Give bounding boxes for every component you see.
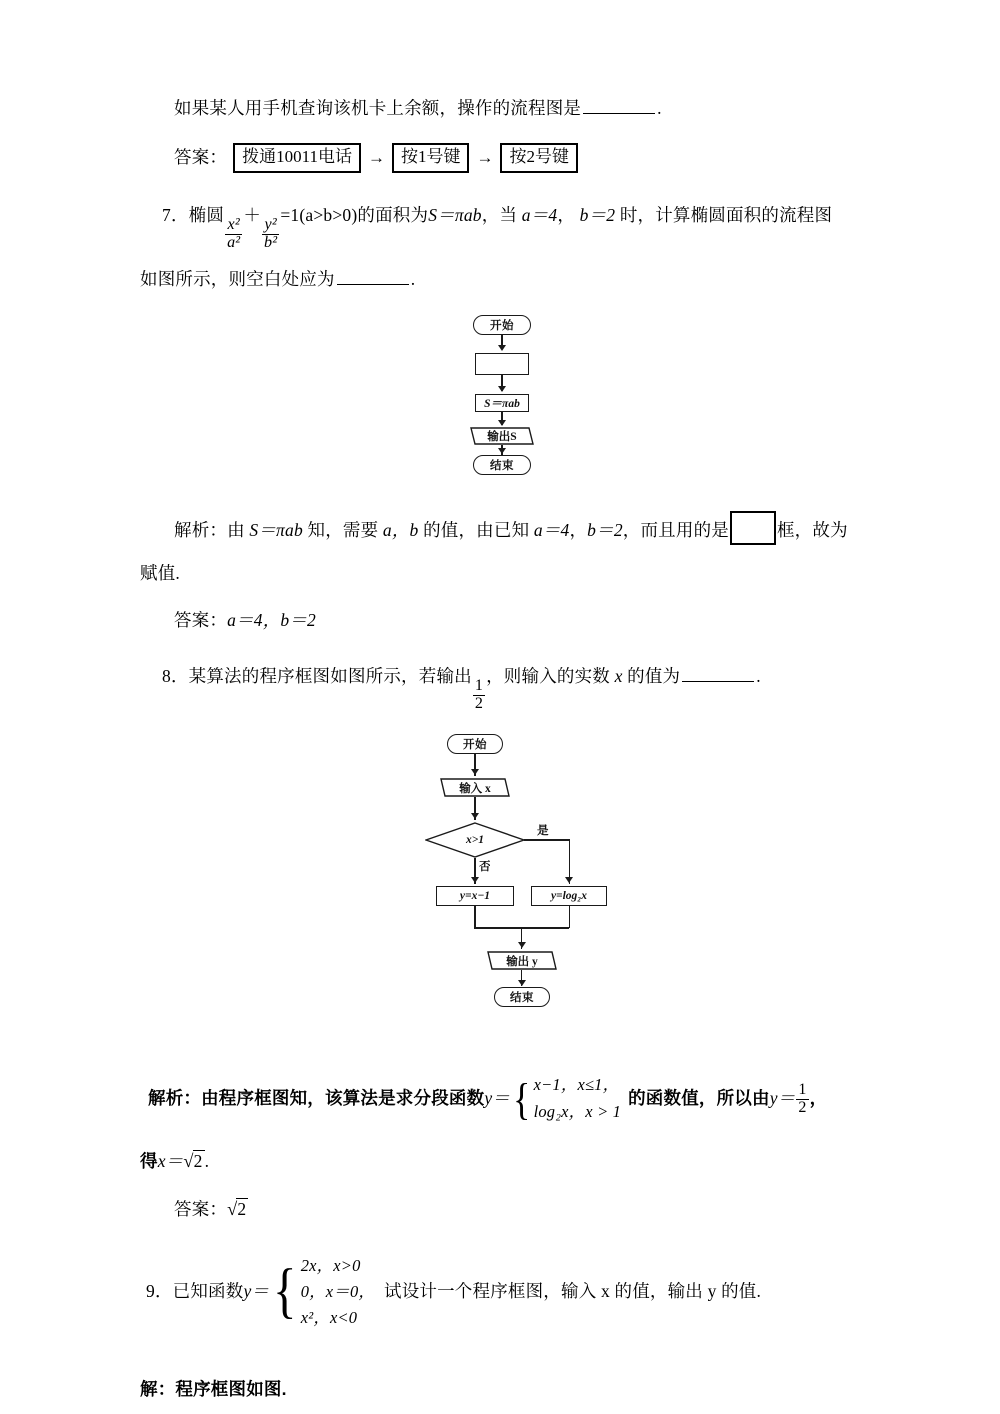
left-brace-icon: {	[513, 1073, 531, 1124]
problem9-lead: 已知函数	[172, 1281, 244, 1302]
problem7-comma2: ，	[557, 204, 576, 225]
problem7-sol-p3: 的值，由已知	[423, 519, 530, 540]
fc8-input-label: 输入 x	[459, 782, 491, 795]
fc8-arrowhead-merge	[518, 942, 526, 948]
fc7-start-node	[473, 315, 531, 335]
problem7-sol-p5: 框，故为	[776, 519, 848, 540]
page-content	[140, 96, 870, 1402]
problem7-number: 7．	[162, 204, 189, 225]
plus-sign: ＋	[243, 204, 262, 225]
fc8-no-label: 否	[479, 861, 491, 874]
problem7-solution: 解析：由 S＝πab 知，需要 a，b 的值，由已知 a＝4，b＝2，而且用的是 框，故为	[140, 511, 870, 545]
fc8-decision-node	[425, 822, 525, 858]
arrow-right-icon-1: →	[367, 148, 385, 167]
piece-row-1: x−1，x≤1，	[533, 1075, 620, 1095]
problem6-question	[140, 96, 870, 121]
sqrt-2-expression: √2	[183, 1150, 203, 1171]
fc7-process-label: S＝πab	[484, 397, 520, 410]
problem8-solution-line2	[140, 1148, 870, 1175]
problem7-area-formula: S＝πab	[428, 204, 482, 225]
problem7-sol-a: a＝4	[533, 519, 570, 540]
radical-icon-2: √	[227, 1199, 238, 1220]
problem8-text-c: 的值为	[627, 665, 681, 686]
fc8-decision-label: x>1	[465, 834, 485, 847]
fc7-end-label: 结束	[490, 459, 514, 472]
problem9-number: 9．	[146, 1281, 173, 1302]
problem7-sol-p4: ，而且用的是	[622, 519, 729, 540]
problem7-a-value: a＝4	[521, 204, 558, 225]
fc8-merge-left-v	[474, 906, 475, 928]
fc8-input-node	[440, 778, 510, 797]
piece9-row-3: x²，x<0	[300, 1307, 358, 1327]
fc8-output-node	[487, 951, 557, 970]
problem7-statement	[140, 203, 870, 252]
fc7-blank-box	[475, 353, 529, 375]
problem6-period: .	[657, 98, 662, 118]
fc8-output-label: 输出 y	[506, 955, 538, 968]
problem7-sol-line2: 赋值.	[140, 562, 180, 583]
fc8-arrowhead-no	[471, 877, 479, 883]
flow-chip-3: 按2号键	[500, 143, 578, 172]
fc7-output-label: 输出S	[487, 430, 517, 443]
fc7-arrowhead-2	[498, 386, 506, 392]
fraction-y2-b2: $\frac{\text{y²}}{\text{b²}}$	[264, 215, 278, 251]
fc7-process-node	[475, 394, 529, 412]
problem8-sol-y2: y＝	[769, 1088, 796, 1109]
problem7-statement-line2	[140, 267, 870, 292]
problem8-number: 8．	[162, 665, 189, 686]
problem7-line2-text: 如图所示，则空白处应为	[140, 269, 335, 290]
piecewise-function-8	[511, 1072, 621, 1125]
problem6-answer-row	[140, 143, 870, 172]
problem8-sol-p2: 的函数值，所以由	[628, 1088, 770, 1109]
problem7-sol-b: b＝2	[587, 519, 623, 540]
fc8-process-yes-node	[531, 886, 607, 906]
fc8-process-yes-label: y=log₂x	[550, 890, 588, 903]
problem7-condition: =1(a>b>0)的面积为	[280, 204, 429, 225]
piecewise-function-9	[270, 1253, 375, 1331]
fraction-one-half: $\frac{1}{2}$	[474, 676, 484, 712]
fc7-end-node	[473, 455, 531, 475]
fraction-x2-a2: $\frac{\text{x²}}{\text{a²}}$	[227, 215, 241, 251]
fc8-merge-right-v	[569, 906, 570, 928]
problem8-text-a: 某算法的程序框图如图所示，若输出	[188, 665, 472, 686]
fc7-arrowhead-4	[498, 448, 506, 454]
problem6-question-text: 如果某人用手机查询该机卡上余额，操作的流程图是	[174, 98, 582, 118]
problem8-solution-label: 解析：	[148, 1088, 202, 1109]
problem8-sol-y: y＝	[484, 1088, 510, 1109]
problem8-period: .	[756, 665, 761, 686]
fc8-process-no-label: y=x−1	[459, 890, 491, 903]
fc7-arrowhead-1	[498, 345, 506, 351]
fc7-arrowhead-3	[498, 420, 506, 426]
fc8-start-node	[447, 734, 503, 754]
problem7-b-value: b＝2	[579, 204, 616, 225]
fc8-arrowhead-yes	[565, 877, 573, 883]
piece9-row-2: 0，x＝0，	[300, 1281, 375, 1301]
fc8-arrowhead-end	[518, 980, 526, 986]
problem7-period: .	[410, 269, 416, 290]
flow-chip-1: 拨通10011电话	[233, 143, 361, 172]
problem8-solution	[140, 1072, 870, 1125]
problem7-sol-p2: 知，需要	[307, 519, 379, 540]
fill-blank-8	[682, 681, 754, 682]
piece-row-2: log₂x，x > 1	[533, 1102, 622, 1122]
problem9-solution-label: 解：	[140, 1378, 176, 1399]
problem8-statement	[140, 664, 870, 713]
problem7-sol-vars: a，b	[382, 519, 419, 540]
problem7-when: 时，计算椭圆面积的流程图	[619, 204, 833, 225]
problem8-sol-line2-end: .	[204, 1150, 210, 1171]
fraction-one-half-2: $\frac{1}{2}$	[798, 1080, 807, 1116]
problem6-answer-label: 答案：	[174, 147, 228, 168]
problem7-answer	[140, 608, 870, 633]
fill-blank	[583, 113, 655, 114]
problem9-solution-text: 程序框图如图.	[175, 1378, 287, 1399]
answer-empty-box	[730, 511, 776, 545]
problem8-sol-line2-a: 得	[140, 1150, 158, 1171]
fill-blank-7	[337, 284, 409, 285]
problem8-answer	[140, 1196, 870, 1223]
problem7-flowchart	[425, 315, 585, 472]
radical-icon: √	[183, 1150, 194, 1171]
fc8-end-node	[494, 987, 550, 1007]
problem7-answer-label: 答案：	[174, 610, 228, 631]
fc8-arrowhead-1	[471, 769, 479, 775]
problem8-answer-label: 答案：	[174, 1199, 228, 1220]
problem7-solution-label: 解析：	[174, 519, 228, 540]
problem7-sol-formula: S＝πab	[249, 519, 303, 540]
fc8-process-no-node	[436, 886, 514, 906]
left-brace-icon-9: {	[273, 1257, 297, 1326]
fc8-arrowhead-2	[471, 813, 479, 819]
fc8-yes-label: 是	[537, 825, 549, 838]
problem8-flowchart	[405, 734, 605, 1005]
fc8-end-label: 结束	[510, 992, 534, 1005]
flow-chip-2: 按1号键	[392, 143, 470, 172]
problem7-comma1: ，当	[481, 204, 518, 225]
problem9-y-eq: y＝	[243, 1281, 270, 1302]
fc8-yes-line-h	[524, 839, 570, 840]
problem8-var-x: x	[614, 665, 623, 686]
problem9-tail: 试设计一个程序框图，输入 x 的值，输出 y 的值.	[384, 1281, 762, 1302]
arrow-right-icon-2: →	[476, 148, 494, 167]
piece9-row-1: 2x，x>0	[300, 1255, 361, 1275]
problem9-statement	[140, 1253, 870, 1331]
problem8-sol-p1: 由程序框图知，该算法是求分段函数	[201, 1088, 485, 1109]
problem7-lead: 椭圆	[188, 204, 225, 225]
problem7-answer-value: a＝4，b＝2	[227, 610, 317, 631]
problem8-text-b: ，则输入的实数	[486, 665, 611, 686]
problem7-sol-p1: 由	[227, 519, 245, 540]
fc7-start-label: 开始	[490, 319, 514, 332]
problem7-solution-line2	[140, 561, 870, 586]
answer-sqrt-2: √2	[227, 1199, 247, 1220]
problem8-sol-comma: ，	[809, 1088, 828, 1109]
problem8-sol-line2-x: x＝	[157, 1150, 184, 1171]
problem9-solution	[140, 1377, 870, 1402]
fc8-start-label: 开始	[463, 739, 487, 752]
fc7-output-node	[470, 427, 534, 445]
